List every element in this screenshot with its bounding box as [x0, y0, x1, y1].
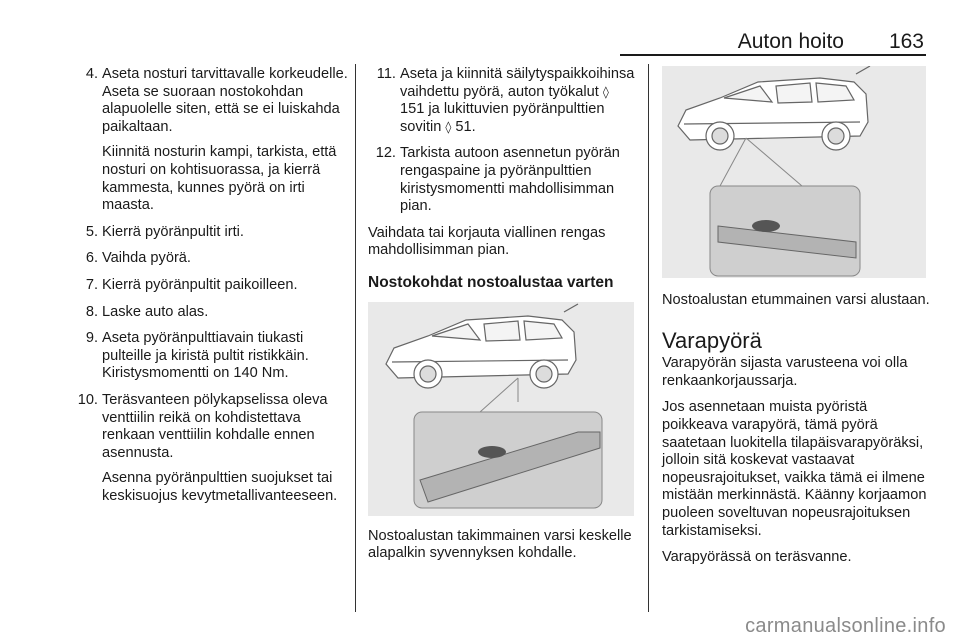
figure-caption: Nostoalustan takimmainen varsi keskelle alapalkin syvennyksen kohdalle. — [368, 527, 632, 562]
item-number: 7. — [85, 276, 98, 293]
item-text: Tarkista autoon asennetun pyörän rengaspaine ja pyöränpulttien kiristysmomentti mahdollisimman pian. — [400, 145, 620, 215]
item-number: 12. — [375, 145, 396, 162]
lift-pad — [752, 220, 780, 232]
reference-arrow-icon: ◊ — [445, 119, 452, 134]
subheading: Nostokohdat nostoalustaa varten — [368, 273, 614, 291]
item-text: Teräsvanteen pölykapselissa oleva venttiilin reikä on kohdistettava renkaan venttiilin kohdalle ennen asennusta. — [102, 391, 328, 461]
reference-arrow-icon: ◊ — [602, 84, 609, 99]
column-divider — [355, 64, 356, 612]
watermark: carmanualsonline.info — [745, 615, 946, 637]
page-number: 163 — [888, 30, 924, 53]
column-divider — [648, 64, 649, 612]
item-text: Aseta pyöränpulttiavain tiukasti pulteille ja kiristä pultit ristikkäin. Kiristysmomentti on 140 Nm. — [102, 330, 309, 382]
item-number: 11. — [376, 66, 396, 82]
list-item — [70, 330, 350, 383]
item-text: Vaihda pyörä. — [102, 250, 191, 267]
page-header — [600, 30, 930, 56]
column-1 — [70, 66, 350, 514]
item-text: Aseta nosturi tarvittavalle korkeudelle. Aseta se suoraan nostokohdan alapuolelle siten, että se ei luiskahda paikaltaan. — [102, 66, 348, 135]
section-title: Auton hoito — [737, 30, 844, 53]
list-item — [70, 392, 350, 506]
list-item — [70, 304, 350, 322]
list-item — [70, 277, 350, 295]
column-3 — [662, 66, 932, 576]
body-paragraph: Vaihdata tai korjauta viallinen rengas mahdollisimman pian. — [368, 224, 606, 259]
item-number: 5. — [85, 223, 98, 240]
item-number: 10. — [77, 391, 98, 408]
item-text: Kierrä pyöränpultit paikoilleen. — [102, 276, 298, 293]
list-item — [70, 66, 350, 215]
page-reference: 51. — [451, 118, 476, 135]
body-paragraph: Varapyörässä on teräsvanne. — [662, 549, 852, 566]
list-item — [70, 250, 350, 268]
car-rear-lift-point-figure — [368, 302, 634, 516]
lift-pad — [478, 446, 506, 458]
item-text: Laske auto alas. — [102, 303, 209, 320]
item-text: Kierrä pyöränpultit irti. — [102, 223, 244, 240]
item-number: 6. — [85, 250, 98, 267]
section-heading: Varapyörä — [662, 327, 762, 353]
page-reference: 151 ja lukittuvien pyöränpulttien sovitin — [400, 101, 605, 135]
header-rule — [620, 54, 926, 56]
item-text: Kiinnitä nosturin kampi, tarkista, että nosturi on kohtisuorassa, ja kierrä kammesta, kunnes pyörä on irti maasta. — [102, 144, 337, 214]
body-paragraph: Jos asennetaan muista pyöristä poikkeava varapyörä, tämä pyörä saatetaan luokitella tilapäisvarapyöräksi, jolloin sitä koskevat vastaavat nopeusrajoitukset, vaikka tämä ei ilmene mistään merkinnästä. Käänny korjaamon puoleen soveltuvan nopeusrajoituksen tarkistamiseksi. — [662, 399, 927, 539]
column-2 — [368, 66, 636, 572]
list-item — [368, 66, 636, 136]
figure-caption: Nostoalustan etummainen varsi alustaan. — [662, 292, 930, 308]
item-number: 8. — [85, 303, 98, 320]
item-number: 4. — [85, 66, 98, 82]
item-text-part: Aseta ja kiinnitä säilytyspaikkoihinsa vaihdettu pyörä, auton työkalut — [400, 66, 635, 100]
body-paragraph: Varapyörän sijasta varusteena voi olla renkaankorjaussarja. — [662, 355, 908, 389]
list-item — [368, 145, 636, 215]
item-text — [400, 66, 636, 136]
item-number: 9. — [85, 330, 98, 347]
list-item — [70, 224, 350, 242]
item-text: Asenna pyöränpulttien suojukset tai keskisuojus kevytmetallivanteeseen. — [102, 470, 338, 504]
car-front-lift-point-figure — [662, 66, 926, 278]
